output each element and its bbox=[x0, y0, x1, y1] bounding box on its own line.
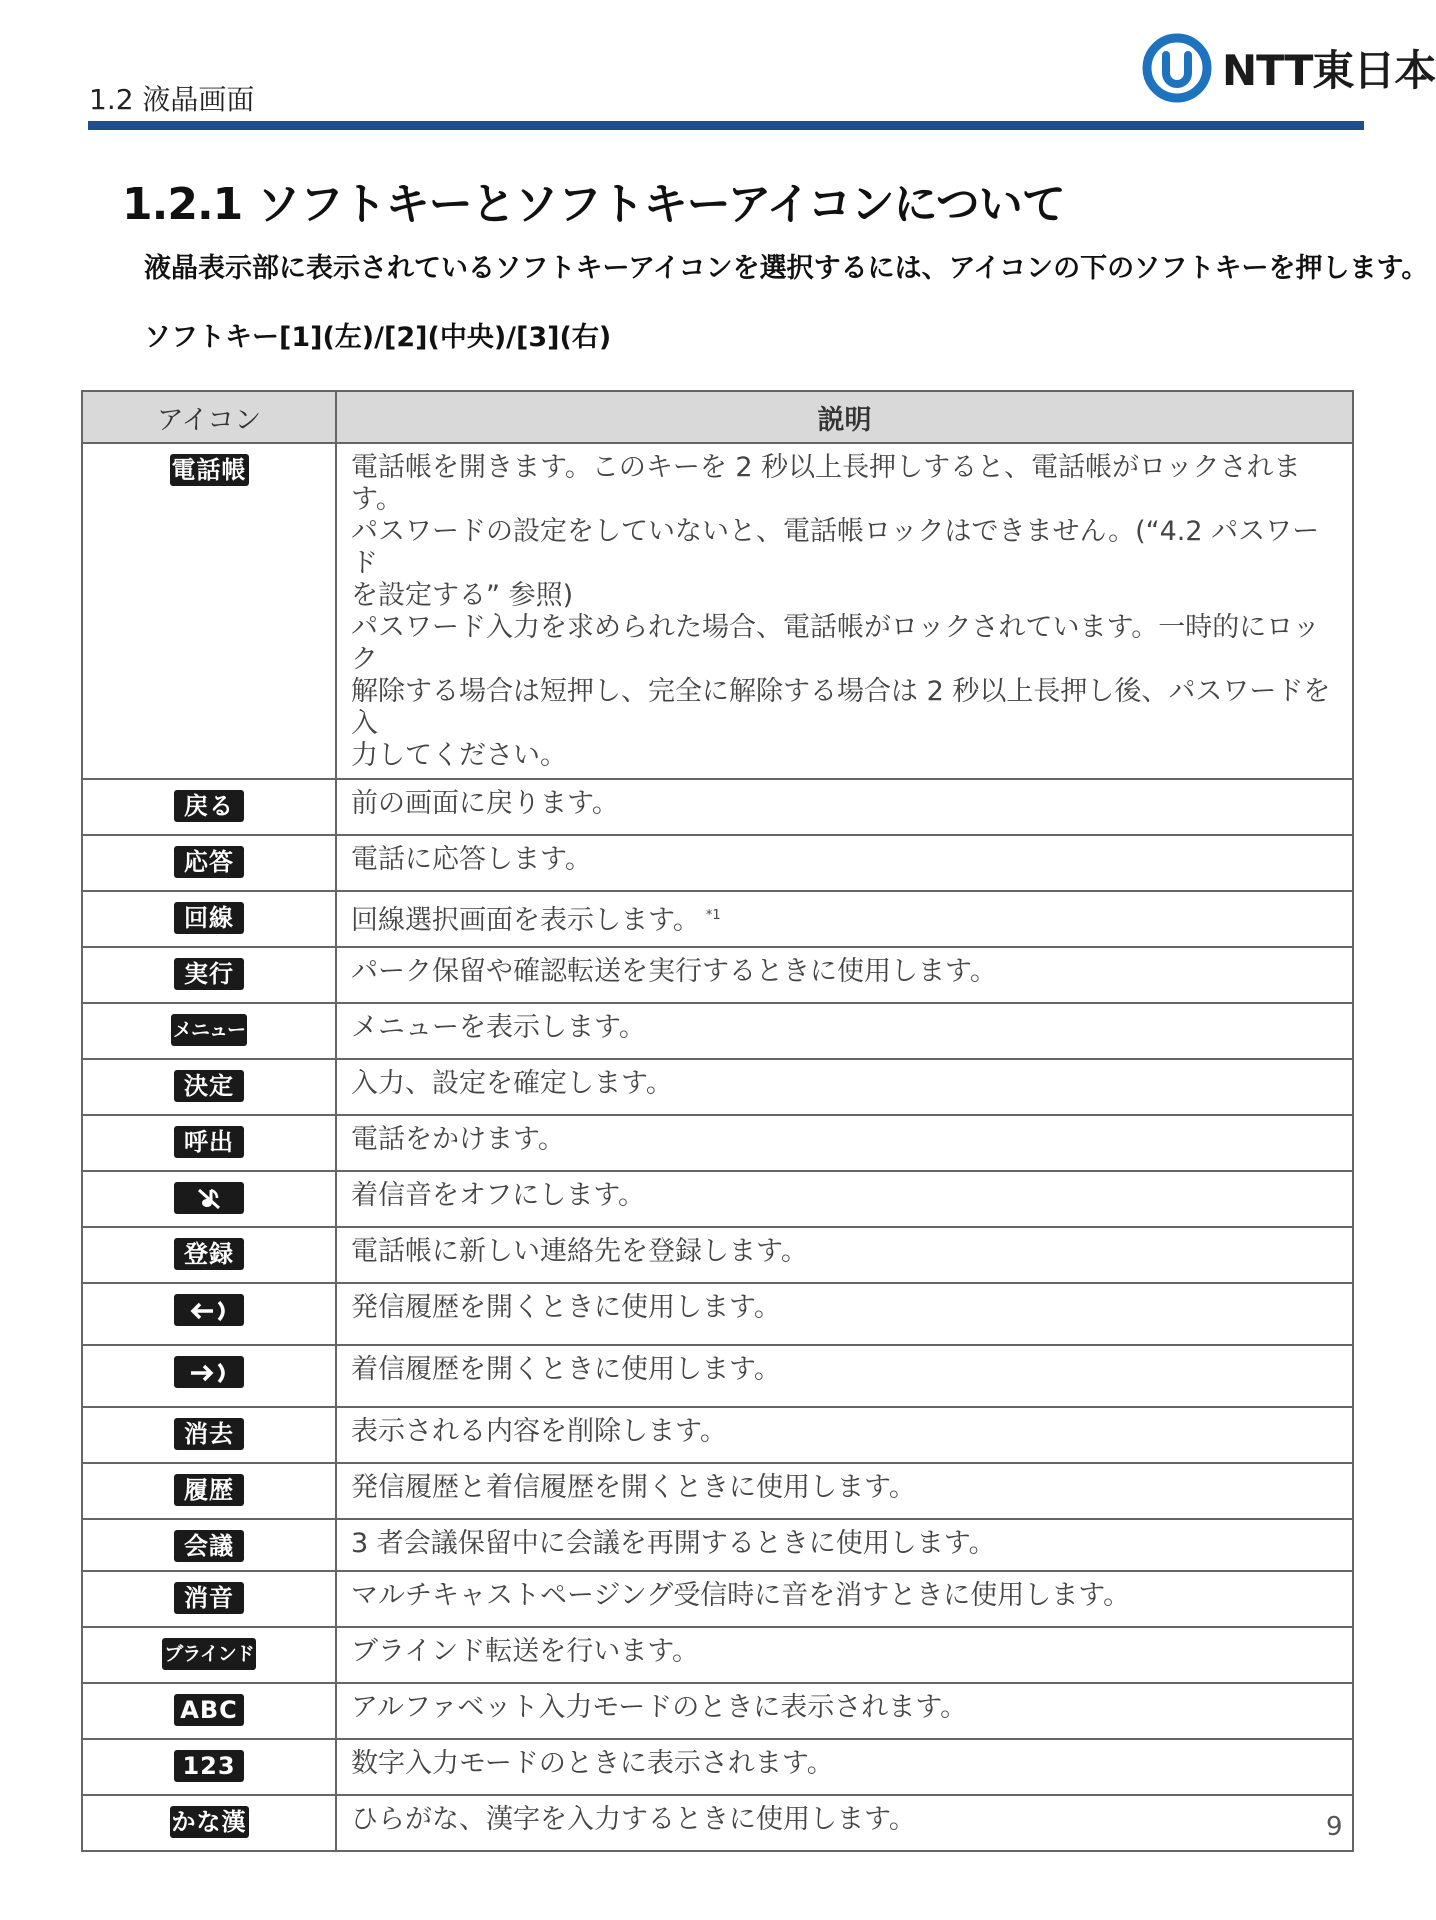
icon-cell bbox=[82, 1627, 336, 1683]
table-row bbox=[82, 947, 1353, 1003]
description-line: を設定する” 参照) bbox=[351, 580, 574, 611]
table-row bbox=[82, 1283, 1353, 1345]
incoming-history-icon bbox=[174, 1356, 244, 1388]
description-cell bbox=[336, 1345, 1353, 1407]
outgoing-history-icon bbox=[174, 1294, 244, 1326]
softkey-icon-badge: 応答 bbox=[174, 846, 244, 878]
icon-cell bbox=[82, 779, 336, 835]
softkey-icon-badge: 登録 bbox=[174, 1238, 244, 1270]
header-rule bbox=[88, 121, 1364, 130]
table-row bbox=[82, 1115, 1353, 1171]
table-row bbox=[82, 1627, 1353, 1683]
description-line: 発信履歴を開くときに使用します。 bbox=[351, 1292, 781, 1323]
description-cell bbox=[336, 1227, 1353, 1283]
icon-cell bbox=[82, 1345, 336, 1407]
description-cell bbox=[336, 1171, 1353, 1227]
description-line: 着信音をオフにします。 bbox=[351, 1180, 646, 1211]
description-cell bbox=[336, 1115, 1353, 1171]
softkey-icon-badge: 呼出 bbox=[174, 1126, 244, 1158]
icon-cell bbox=[82, 1115, 336, 1171]
description-cell bbox=[336, 1683, 1353, 1739]
description-line: 電話をかけます。 bbox=[351, 1124, 565, 1155]
table-row bbox=[82, 1407, 1353, 1463]
softkey-icon-badge: メニュー bbox=[171, 1014, 247, 1046]
softkey-icon-badge: 消音 bbox=[174, 1582, 244, 1614]
description-line: 前の画面に戻ります。 bbox=[351, 788, 619, 819]
description-line: マルチキャストページング受信時に音を消すときに使用します。 bbox=[351, 1580, 1131, 1611]
ntt-logo-icon bbox=[1142, 33, 1212, 103]
icon-cell bbox=[82, 835, 336, 891]
table-row bbox=[82, 1519, 1353, 1571]
table-row bbox=[82, 443, 1353, 779]
softkey-icon-badge: 履歴 bbox=[174, 1474, 244, 1506]
page-number: 9 bbox=[1326, 1812, 1343, 1842]
table-row bbox=[82, 1059, 1353, 1115]
softkey-list: ソフトキー[1](左)/[2](中央)/[3](右) bbox=[144, 322, 612, 353]
description-cell bbox=[336, 1059, 1353, 1115]
softkey-icon-badge: 消去 bbox=[174, 1418, 244, 1450]
description-cell bbox=[336, 779, 1353, 835]
description-line: アルファベット入力モードのときに表示されます。 bbox=[351, 1692, 968, 1723]
ntt-logo bbox=[1142, 32, 1435, 104]
description-line: 発信履歴と着信履歴を開くときに使用します。 bbox=[351, 1472, 916, 1503]
icon-cell bbox=[82, 1283, 336, 1345]
softkey-icon-badge: ブラインド bbox=[162, 1638, 255, 1670]
table-header-row bbox=[82, 391, 1353, 443]
description-line: メニューを表示します。 bbox=[351, 1012, 646, 1043]
logo-text: NTT東日本 bbox=[1222, 46, 1436, 95]
description-cell bbox=[336, 1003, 1353, 1059]
icon-cell bbox=[82, 1003, 336, 1059]
icon-cell bbox=[82, 947, 336, 1003]
description-cell bbox=[336, 443, 1353, 779]
description-line: 電話に応答します。 bbox=[351, 844, 592, 875]
description-cell bbox=[336, 1407, 1353, 1463]
icon-cell bbox=[82, 1227, 336, 1283]
softkey-icon-badge: 実行 bbox=[174, 958, 244, 990]
icon-cell bbox=[82, 1571, 336, 1627]
description-line-with-footnote bbox=[351, 900, 1338, 937]
description-cell bbox=[336, 947, 1353, 1003]
header-icon: アイコン bbox=[82, 391, 336, 443]
table-row bbox=[82, 1739, 1353, 1795]
softkey-icon-badge: かな漢 bbox=[171, 1808, 247, 1836]
icon-cell bbox=[82, 1407, 336, 1463]
table-row bbox=[82, 891, 1353, 947]
icon-cell bbox=[82, 1683, 336, 1739]
icon-cell bbox=[82, 1795, 336, 1851]
table-row bbox=[82, 779, 1353, 835]
softkey-icon-table bbox=[81, 390, 1354, 1852]
description-cell bbox=[336, 1627, 1353, 1683]
table-row bbox=[82, 1683, 1353, 1739]
description-line: 解除する場合は短押し、完全に解除する場合は 2 秒以上長押し後、パスワードを入 bbox=[351, 676, 1331, 739]
description-cell bbox=[336, 1463, 1353, 1519]
header-description: 説明 bbox=[336, 391, 1353, 443]
description-line: パスワード入力を求められた場合、電話帳がロックされています。一時的にロック bbox=[351, 612, 1320, 675]
table-row bbox=[82, 1463, 1353, 1519]
intro-text: 液晶表示部に表示されているソフトキーアイコンを選択するには、アイコンの下のソフトキーを押します。 bbox=[144, 253, 1429, 284]
softkey-icon-badge: 回線 bbox=[174, 902, 244, 934]
description-line: 3 者会議保留中に会議を再開するときに使用します。 bbox=[351, 1528, 996, 1559]
table-row bbox=[82, 1171, 1353, 1227]
footnote-mark: *1 bbox=[705, 908, 721, 923]
description-cell bbox=[336, 1571, 1353, 1627]
description-cell bbox=[336, 1739, 1353, 1795]
softkey-icon-badge: 戻る bbox=[174, 790, 244, 822]
page-title: 1.2.1 ソフトキーとソフトキーアイコンについて bbox=[122, 179, 1065, 230]
description-line: 電話帳を開きます。このキーを 2 秒以上長押しすると、電話帳がロックされます。 bbox=[351, 452, 1301, 515]
description-cell bbox=[336, 835, 1353, 891]
icon-cell bbox=[82, 891, 336, 947]
table-row bbox=[82, 1003, 1353, 1059]
description-line: 数字入力モードのときに表示されます。 bbox=[351, 1748, 834, 1779]
softkey-icon-badge: 電話帳 bbox=[171, 456, 247, 484]
description-line: パスワードの設定をしていないと、電話帳ロックはできません。(“4.2 パスワード bbox=[351, 516, 1320, 579]
icon-cell bbox=[82, 1519, 336, 1571]
table-row bbox=[82, 1571, 1353, 1627]
softkey-icon-badge: 会議 bbox=[174, 1530, 244, 1562]
description-cell bbox=[336, 1519, 1353, 1571]
icon-cell bbox=[82, 1059, 336, 1115]
table-row bbox=[82, 1345, 1353, 1407]
description-line: 着信履歴を開くときに使用します。 bbox=[351, 1354, 781, 1385]
table-row bbox=[82, 1795, 1353, 1851]
softkey-icon-badge: 決定 bbox=[174, 1070, 244, 1102]
description-cell bbox=[336, 1283, 1353, 1345]
section-label: 1.2 液晶画面 bbox=[89, 83, 255, 116]
mute-ringer-icon bbox=[174, 1182, 244, 1214]
description-line: 回線選択画面を表示します。 bbox=[351, 905, 700, 936]
description-cell bbox=[336, 891, 1353, 947]
description-line: 力してください。 bbox=[351, 740, 567, 771]
description-cell bbox=[336, 1795, 1353, 1851]
softkey-icon-badge: 123 bbox=[174, 1750, 244, 1782]
softkey-icon-badge: ABC bbox=[174, 1694, 244, 1726]
description-line: 入力、設定を確定します。 bbox=[351, 1068, 673, 1099]
description-line: パーク保留や確認転送を実行するときに使用します。 bbox=[351, 956, 997, 987]
table-row bbox=[82, 835, 1353, 891]
description-line: 電話帳に新しい連絡先を登録します。 bbox=[351, 1236, 808, 1267]
icon-cell bbox=[82, 1171, 336, 1227]
icon-cell bbox=[82, 1739, 336, 1795]
icon-cell bbox=[82, 1463, 336, 1519]
icon-cell bbox=[82, 443, 336, 779]
description-line: ひらがな、漢字を入力するときに使用します。 bbox=[351, 1804, 916, 1835]
table-row bbox=[82, 1227, 1353, 1283]
description-line: 表示される内容を削除します。 bbox=[351, 1416, 727, 1447]
description-line: ブラインド転送を行います。 bbox=[351, 1636, 700, 1667]
